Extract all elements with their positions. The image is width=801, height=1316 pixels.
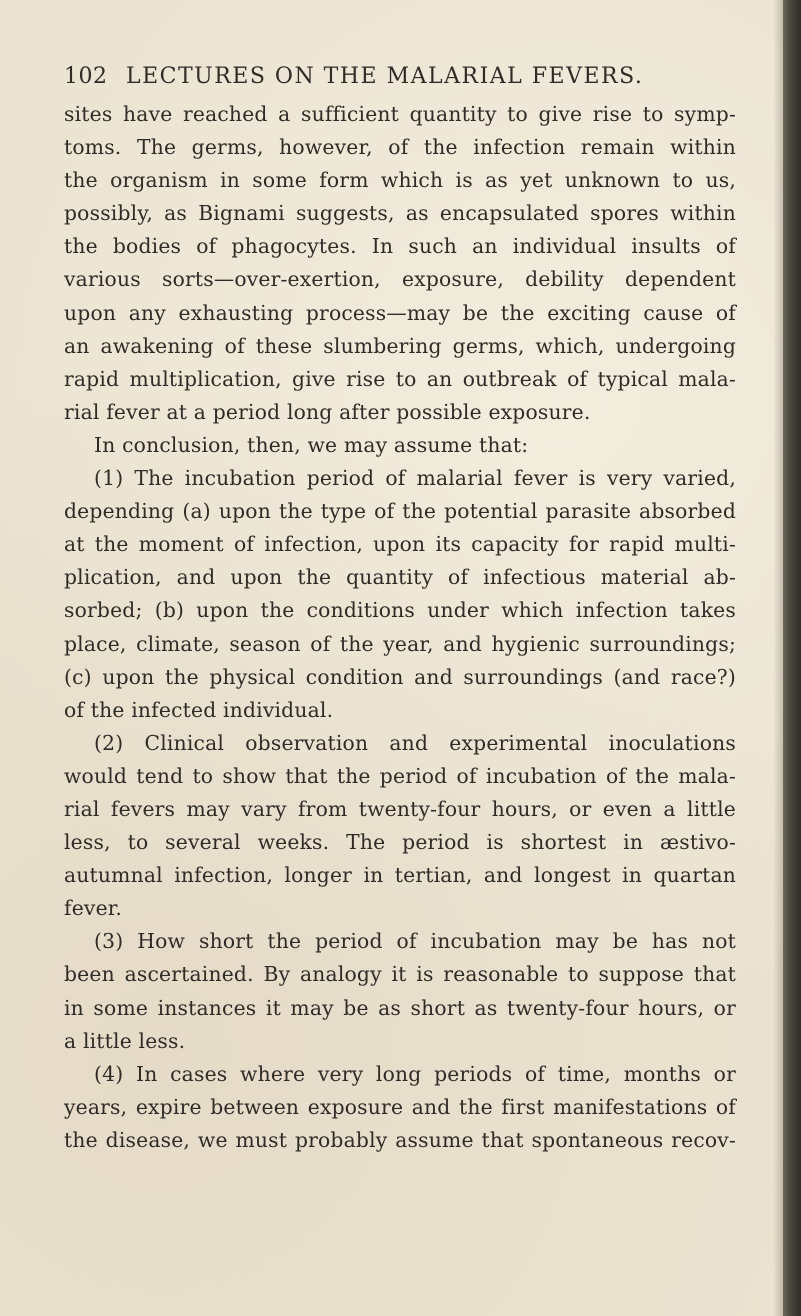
text-line: possibly, as Bignami suggests, as encapsulated spores within bbox=[64, 201, 736, 226]
body-text bbox=[64, 98, 736, 1157]
text-line: depending (a) upon the type of the potential parasite absorbed bbox=[64, 499, 736, 524]
text-line: autumnal infection, longer in tertian, and longest in quartan bbox=[64, 863, 736, 888]
text-line: the disease, we must probably assume that spontaneous recov- bbox=[64, 1127, 736, 1152]
text-line: sites have reached a sufficient quantity to give rise to symp- bbox=[64, 102, 736, 126]
text-line: upon any exhausting process—may be the exciting cause of bbox=[64, 300, 736, 325]
page-number: 102 bbox=[64, 64, 108, 89]
text-line: In conclusion, then, we may assume that: bbox=[94, 432, 529, 457]
text-line: (1) The incubation period of malarial fever is very varied, bbox=[94, 466, 736, 491]
text-line: (2) Clinical observation and experimental inoculations bbox=[94, 730, 736, 755]
text-line: rapid multiplication, give rise to an outbreak of typical mala- bbox=[64, 366, 736, 391]
page-edge-shadow bbox=[773, 0, 783, 1316]
text-line: less, to several weeks. The period is shortest in æstivo- bbox=[64, 830, 736, 855]
text-line: of the infected individual. bbox=[64, 697, 334, 722]
text-line: fever. bbox=[64, 896, 123, 921]
text-line: a little less. bbox=[64, 1028, 186, 1053]
text-line: (3) How short the period of incubation may be has not bbox=[94, 929, 736, 954]
text-line: rial fever at a period long after possible exposure. bbox=[64, 399, 591, 424]
text-line: toms. The germs, however, of the infection remain within bbox=[64, 135, 736, 160]
text-line: would tend to show that the period of incubation of the mala- bbox=[64, 763, 736, 788]
text-line: at the moment of infection, upon its capacity for rapid multi- bbox=[64, 532, 736, 557]
text-line: been ascertained. By analogy it is reasonable to suppose that bbox=[64, 962, 736, 987]
text-line: in some instances it may be as short as twenty-four hours, or bbox=[64, 995, 736, 1020]
text-line: the organism in some form which is as yet unknown to us, bbox=[64, 168, 736, 193]
text-line: years, expire between exposure and the first manifestations of bbox=[64, 1094, 736, 1119]
text-line: the bodies of phagocytes. In such an individual insults of bbox=[64, 234, 736, 259]
text-line: (4) In cases where very long periods of time, months or bbox=[94, 1061, 736, 1086]
text-line: various sorts—over-exertion, exposure, debility dependent bbox=[64, 267, 736, 292]
page-header bbox=[64, 60, 734, 94]
text-line: an awakening of these slumbering germs, which, undergoing bbox=[64, 333, 736, 358]
running-title: LECTURES ON THE MALARIAL FEVERS. bbox=[126, 64, 644, 89]
text-line: place, climate, season of the year, and hygienic surroundings; bbox=[64, 631, 736, 656]
page-edge bbox=[783, 0, 801, 1316]
text-line: rial fevers may vary from twenty-four hours, or even a little bbox=[64, 796, 736, 821]
text-line: plication, and upon the quantity of infectious material ab- bbox=[64, 565, 736, 590]
text-line: (c) upon the physical condition and surroundings (and race?) bbox=[64, 664, 736, 689]
text-line: sorbed; (b) upon the conditions under which infection takes bbox=[64, 598, 736, 623]
